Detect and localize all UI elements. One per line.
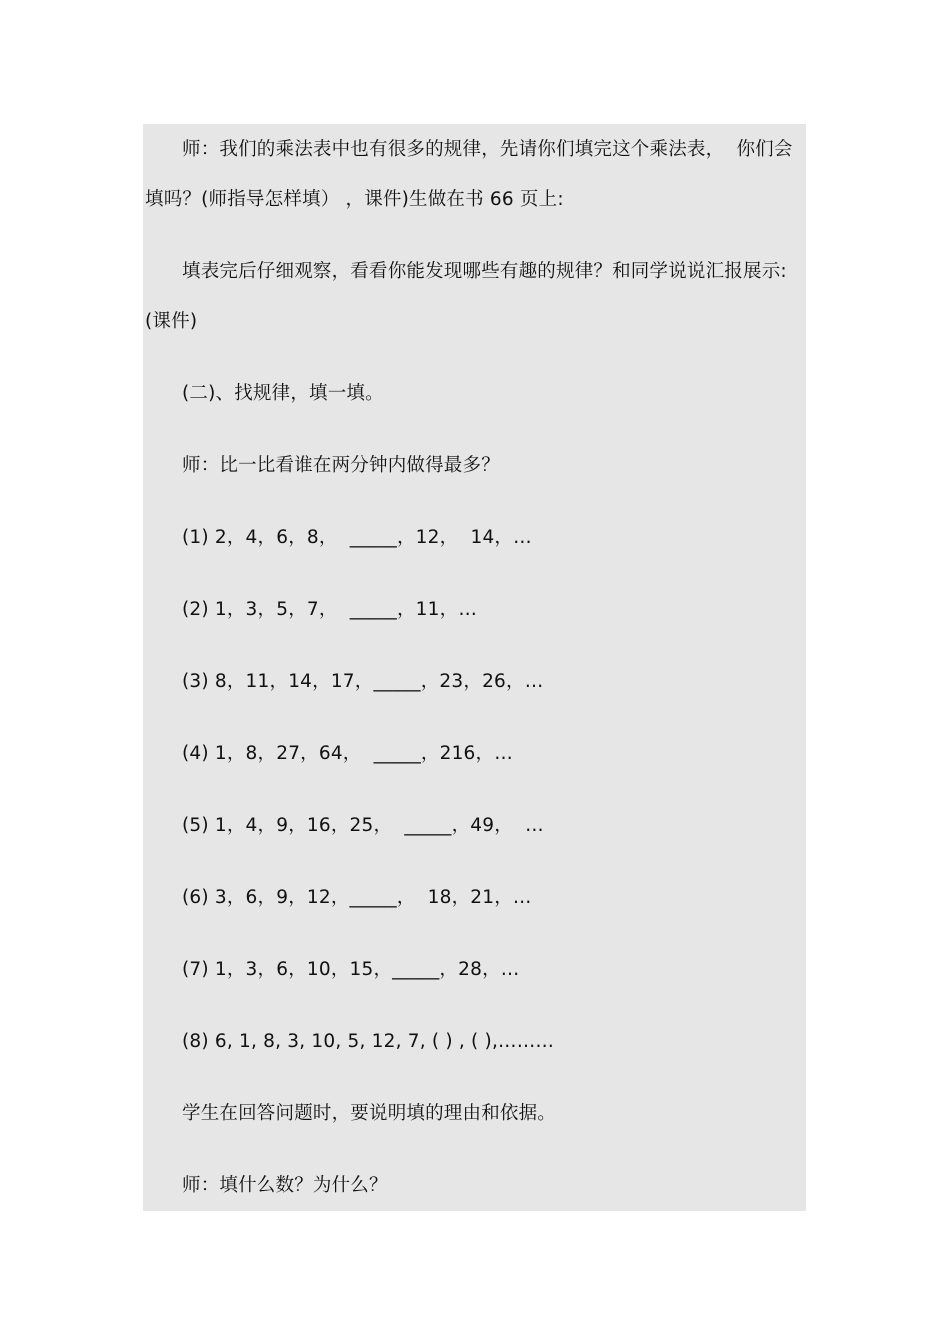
teacher-question: 师：填什么数？为什么？ (182, 1175, 388, 1196)
sequence-item-3: (3) 8，11，14，17，_____，23，26，… (182, 671, 544, 692)
sequence-item-7: (7) 1，3，6，10，15，_____，28，… (182, 959, 520, 980)
paragraph-observe-line2: (课件) (145, 311, 198, 332)
sequence-item-1: (1) 2，4，6，8， _____，12， 14，… (182, 527, 532, 548)
paragraph-teacher-intro-line1: 师：我们的乘法表中也有很多的规律，先请你们填完这个乘法表， 你们会 (182, 139, 793, 160)
sequence-item-6: (6) 3，6，9，12，_____， 18，21，… (182, 887, 532, 908)
sequence-item-5: (5) 1，4，9，16，25， _____，49， … (182, 815, 544, 836)
student-note: 学生在回答问题时，要说明填的理由和依据。 (182, 1103, 557, 1124)
section-heading: (二)、找规律，填一填。 (182, 383, 384, 404)
sequence-item-4: (4) 1，8，27，64， _____，216，… (182, 743, 513, 764)
paragraph-observe-line1: 填表完后仔细观察，看看你能发现哪些有趣的规律？和同学说说汇报展示: (182, 261, 787, 282)
sequence-item-8: (8) 6, 1, 8, 3, 10, 5, 12, 7, ( ) , ( ),……… (182, 1031, 555, 1052)
teacher-prompt: 师：比一比看谁在两分钟内做得最多？ (182, 455, 500, 476)
paragraph-teacher-intro-line2: 填吗？(师指导怎样填） ，课件)生做在书 66 页上: (145, 189, 564, 210)
sequence-item-2: (2) 1，3，5，7， _____，11，… (182, 599, 478, 620)
document-content (143, 124, 806, 1211)
